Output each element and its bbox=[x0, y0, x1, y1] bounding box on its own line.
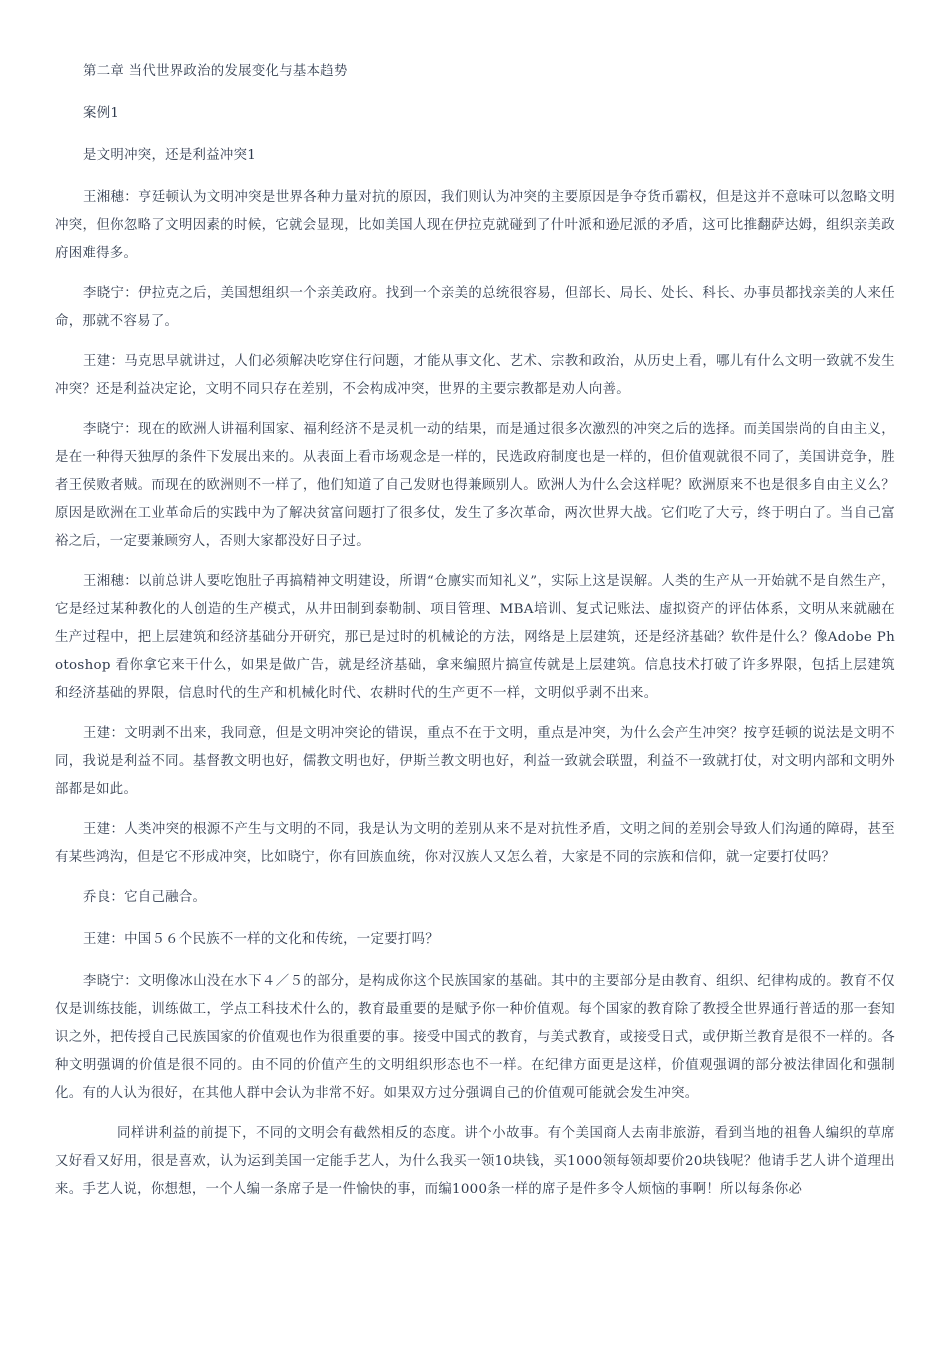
paragraph-li-xiaoning-3: 李晓宁：文明像冰山没在水下４／５的部分，是构成你这个民族国家的基础。其中的主要部分是由教育、组织、纪律构成的。教育不仅仅是训练技能，训练做工，学点工科技术什么的，教育最重要的是赋予你一种价值观。每个国家的教育除了教授全世界通行普适的那一套知识之外，把传授自己民族国家的价值观也作为很重要的事。接受中国式的教育，与美式教育，或接受日式，或伊斯兰教育是很不一样的。各种文明强调的价值是很不同的。由不同的价值产生的文明组织形态也不一样。在纪律方面更是这样，价值观强调的部分被法律固化和强制化。有的人认为很好，在其他人群中会认为非常不好。如果双方过分强调自己的价值观可能就会发生冲突。 bbox=[55, 974, 895, 1101]
case-title: 是文明冲突，还是利益冲突1 bbox=[83, 148, 257, 163]
paragraph-wang-xiangsui-1: 王湘穗：亨廷顿认为文明冲突是世界各种力量对抗的原因，我们则认为冲突的主要原因是争夺货币霸权，但是这并不意味可以忽略文明冲突，但你忽略了文明因素的时候，它就会显现，比如美国人现在伊拉克就碰到了什叶派和逊尼派的矛盾，这可比推翻萨达姆，组织亲美政府困难得多。 bbox=[55, 190, 895, 261]
paragraph-wang-jian-4: 王建：中国５６个民族不一样的文化和传统，一定要打吗？ bbox=[83, 932, 439, 947]
paragraph-story: 同样讲利益的前提下，不同的文明会有截然相反的态度。讲个小故事。有个美国商人去南非旅游，看到当地的祖鲁人编织的草席又好看又好用，很是喜欢，认为运到美国一定能手艺人，为什么我买一领10块钱，买1000领每领却要价20块钱呢？他请手艺人讲个道理出来。手艺人说，你想想，一个人编一条席子是一件愉快的事，而编1000条一样的席子是件多令人烦恼的事啊！所以每条你必 bbox=[55, 1126, 895, 1197]
paragraph-qiao-liang: 乔良：它自己融合。 bbox=[83, 890, 207, 905]
case-label: 案例1 bbox=[83, 106, 120, 121]
paragraph-wang-jian-2: 王建：文明剥不出来，我同意，但是文明冲突论的错误，重点不在于文明，重点是冲突，为什么会产生冲突？按亨廷顿的说法是文明不同，我说是利益不同。基督教文明也好，儒教文明也好，伊斯兰教文明也好，利益一致就会联盟，利益不一致就打仗，对文明内部和文明外部都是如此。 bbox=[55, 726, 895, 797]
chapter-title: 第二章 当代世界政治的发展变化与基本趋势 bbox=[83, 64, 348, 79]
paragraph-li-xiaoning-2: 李晓宁：现在的欧洲人讲福利国家、福利经济不是灵机一动的结果，而是通过很多次激烈的冲突之后的选择。而美国崇尚的自由主义，是在一种得天独厚的条件下发展出来的。从表面上看市场观念是一样的，民选政府制度也是一样的，但价值观就很不同了，美国讲竞争，胜者王侯败者贼。而现在的欧洲则不一样了，他们知道了自己发财也得兼顾别人。欧洲人为什么会这样呢？欧洲原来不也是很多自由主义么？原因是欧洲在工业革命后的实践中为了解决贫富问题打了很多仗，发生了多次革命，两次世界大战。它们吃了大亏，终于明白了。当自己富裕之后，一定要兼顾穷人，否则大家都没好日子过。 bbox=[55, 422, 895, 549]
paragraph-wang-jian-3: 王建：人类冲突的根源不产生与文明的不同，我是认为文明的差别从来不是对抗性矛盾，文明之间的差别会导致人们沟通的障碍，甚至有某些鸿沟，但是它不形成冲突，比如晓宁，你有回族血统，你对汉族人又怎么着，大家是不同的宗族和信仰，就一定要打仗吗？ bbox=[55, 822, 895, 865]
document-body bbox=[55, 58, 895, 1216]
paragraph-li-xiaoning-1: 李晓宁：伊拉克之后，美国想组织一个亲美政府。找到一个亲美的总统很容易，但部长、局长、处长、科长、办事员都找亲美的人来任命，那就不容易了。 bbox=[55, 286, 895, 329]
paragraph-wang-jian-1: 王建：马克思早就讲过，人们必须解决吃穿住行问题，才能从事文化、艺术、宗教和政治，从历史上看，哪儿有什么文明一致就不发生冲突？还是利益决定论，文明不同只存在差别，不会构成冲突，世界的主要宗教都是劝人向善。 bbox=[55, 354, 895, 397]
paragraph-wang-xiangsui-2: 王湘穗：以前总讲人要吃饱肚子再搞精神文明建设，所谓“仓廪实而知礼义”，实际上这是误解。人类的生产从一开始就不是自然生产，它是经过某种教化的人创造的生产模式，从井田制到泰勒制、项目管理、MBA培训、复式记账法、虚拟资产的评估体系，文明从来就融在生产过程中，把上层建筑和经济基础分开研究，那已是过时的机械论的方法，网络是上层建筑，还是经济基础？软件是什么？像Adobe Photoshop 看你拿它来干什么，如果是做广告，就是经济基础，拿来编照片搞宣传就是上层建筑。信息技术打破了许多界限，包括上层建筑和经济基础的界限，信息时代的生产和机械化时代、农耕时代的生产更不一样，文明似乎剥不出来。 bbox=[55, 574, 895, 701]
